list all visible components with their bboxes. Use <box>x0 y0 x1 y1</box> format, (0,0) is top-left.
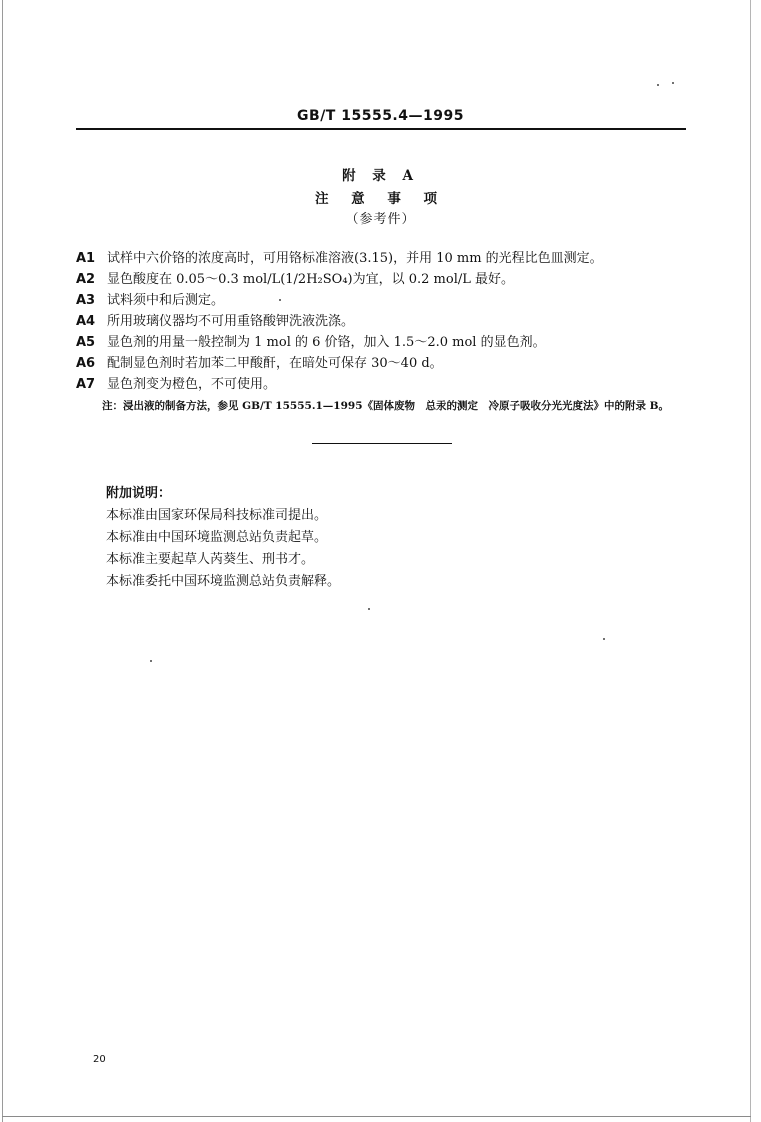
scan-speck <box>603 638 605 640</box>
addendum-line: 本标准主要起草人芮葵生、刑书才。 <box>106 552 315 567</box>
scan-speck <box>150 660 152 662</box>
page-number: 20 <box>93 1054 106 1065</box>
addendum-heading: 附加说明： <box>106 486 172 501</box>
appendix-heading: 注 意 事 项 <box>314 191 447 207</box>
item-text: 试样中六价铬的浓度高时，可用铬标准溶液(3.15)，并用 10 mm 的光程比色皿测定。 <box>107 251 603 266</box>
item-text: 显色剂变为橙色，不可使用。 <box>107 377 277 392</box>
item-text: 试料须中和后测定。 <box>107 293 225 308</box>
addendum-line: 本标准由中国环境监测总站负责起草。 <box>106 530 328 545</box>
scan-speck <box>279 299 281 301</box>
list-item <box>76 289 716 310</box>
appendix-title: 附 录 A <box>342 168 419 184</box>
addendum-line: 本标准由国家环保局科技标准司提出。 <box>106 508 328 523</box>
list-item <box>76 247 716 268</box>
notes-list <box>76 247 716 394</box>
footnote: 注：浸出液的制备方法，参见 GB/T 15555.1—1995《固体废物 总汞的测定 冷原子吸收分光光度法》中的附录 B。 <box>102 400 670 412</box>
section-divider <box>312 443 452 444</box>
item-number: A5 <box>76 335 96 350</box>
list-item <box>76 352 716 373</box>
scan-speck <box>672 82 674 84</box>
list-item <box>76 331 716 352</box>
list-item <box>76 310 716 331</box>
list-item <box>76 268 716 289</box>
item-number: A1 <box>76 251 96 266</box>
item-number: A3 <box>76 293 96 308</box>
item-text: 显色酸度在 0.05～0.3 mol/L(1/2H₂SO₄)为宜，以 0.2 mol/L 最好。 <box>107 272 514 287</box>
list-item <box>76 373 716 394</box>
scan-speck <box>368 608 370 610</box>
addendum-line: 本标准委托中国环境监测总站负责解释。 <box>106 574 341 589</box>
item-text: 显色剂的用量一般控制为 1 mol 的 6 价铬，加入 1.5～2.0 mol 的显色剂。 <box>107 335 546 350</box>
addendum <box>106 482 340 592</box>
standard-code-header: GB/T 15555.4—1995 <box>297 108 464 124</box>
item-number: A7 <box>76 377 96 392</box>
header-divider <box>76 128 686 130</box>
appendix-nature: （参考件） <box>345 212 416 227</box>
item-number: A4 <box>76 314 96 329</box>
item-text: 所用玻璃仪器均不可用重铬酸钾洗液洗涤。 <box>107 314 355 329</box>
item-number: A2 <box>76 272 96 287</box>
item-number: A6 <box>76 356 96 371</box>
scan-speck <box>657 84 659 86</box>
item-text: 配制显色剂时若加苯二甲酸酐，在暗处可保存 30～40 d。 <box>107 356 443 371</box>
scan-edge-bottom <box>2 1116 751 1117</box>
